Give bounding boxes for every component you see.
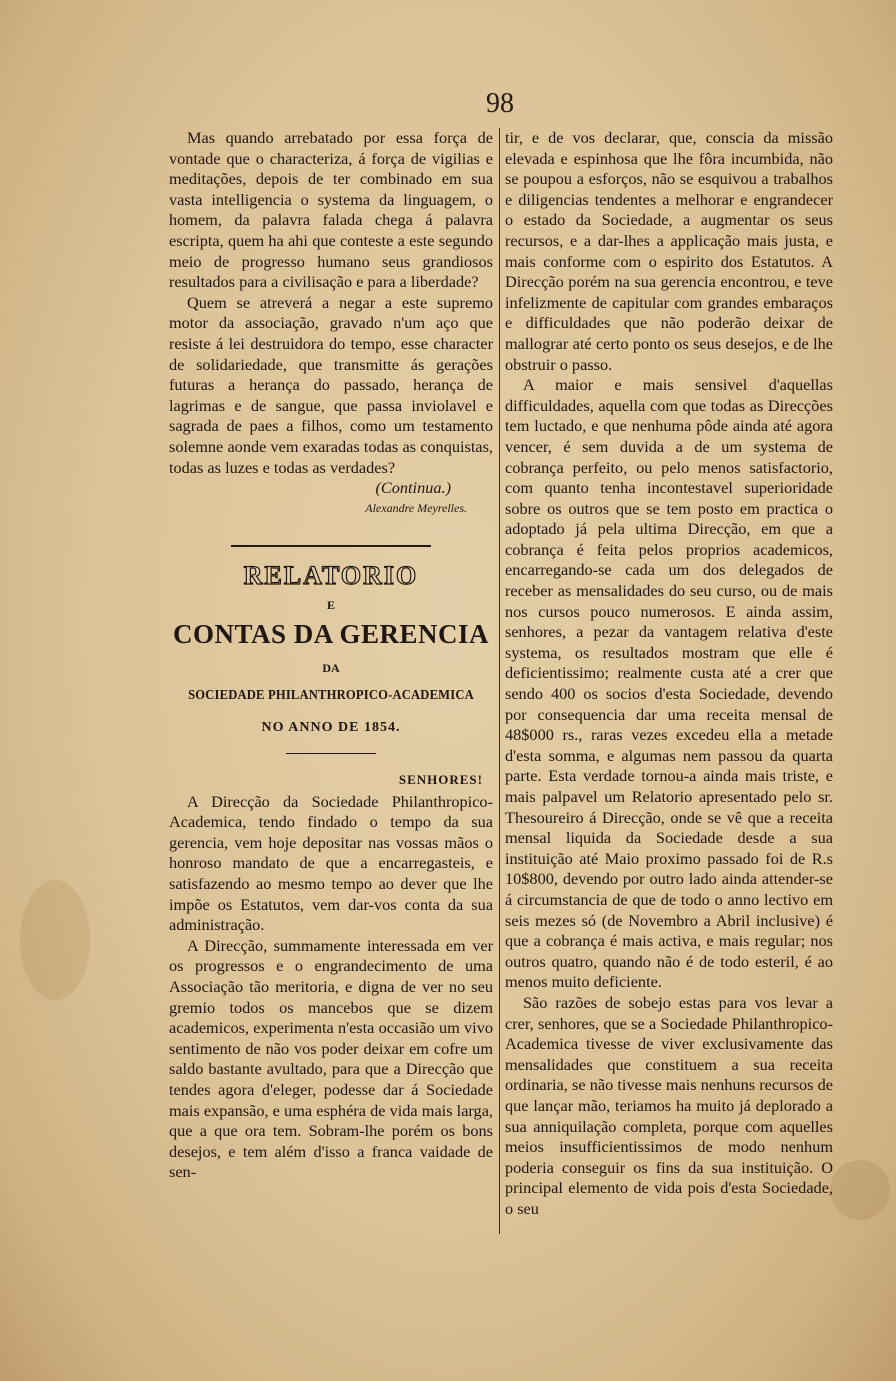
paragraph: A Direcção da Sociedade Philanthropico-Academica, tendo findado o tempo da sua gerencia, vem hoje depositar nas vossas mãos o honroso mandato de que a encarregasteis, e satisfazendo ao mesmo tempo ao dever que lhe impõe os Estatutos, vem dar-vos conta da sua administração. <box>169 791 493 935</box>
page-number: 98 <box>486 88 514 119</box>
paragraph: Quem se atreverá a negar a este supremo motor da associação, gravado n'um aço que resiste á lei destruidora do tempo, esse character de solidariedade, que transmitte ás gerações futuras a herança do passado, herança de lagrimas e de sangue, que passa inviolavel e sagrada de paes a filhos, como um testamento solemne aonde vem exaradas todas as conquistas, todas as luzes e todas as verdades? <box>169 292 493 477</box>
paragraph: Mas quando arrebatado por essa força de vontade que o characteriza, á força de vigilias e meditações, depois de ter combinado em sua vasta intelligencia o systema da linguagem, o homem, da palavra falada chega á palavra escripta, quem ha ahi que conteste a este segundo meio de progresso humano seus grandiosos resultados para a civilisação e para a liberdade? <box>169 128 493 292</box>
heading-da: DA <box>322 660 340 675</box>
right-column <box>505 128 833 1219</box>
heading-relatorio: RELATORIO <box>243 560 419 590</box>
left-column <box>169 128 493 1183</box>
heading-anno: NO ANNO DE 1854. <box>261 719 401 735</box>
paper-stain <box>20 880 90 1000</box>
salutation: SENHORES! <box>398 771 483 787</box>
column-divider <box>499 128 500 1234</box>
heading-contas: CONTAS DA GERENCIA <box>172 618 490 649</box>
heading-sociedade: SOCIEDADE PHILANTHROPICO-ACADEMICA <box>188 687 474 703</box>
short-rule <box>286 753 376 754</box>
paragraph: São razões de sobejo estas para vos levar a crer, senhores, que se a Sociedade Philanthropico-Academica tivesse de viver exclusivamente das mensalidades que constituem a sua receita ordinaria, se não tivesse mais nenhuns recursos de que lançar mão, teriamos ha muito já deplorado a sua anniquilação completa, porque com aquelles meios insufficientissimos de modo nenhum poderia conseguir os fins da sua instituição. O principal elemento de vida pois d'esta Sociedade, o seu <box>505 992 833 1218</box>
paragraph: A Direcção, summamente interessada em ver os progressos e o engrandecimento de uma Associação tão meritoria, e digna de ver no seu gremio todos os mancebos que se dizem academicos, experimenta n'esta occasião um vivo sentimento de não vos poder deixar em cofre um saldo bastante avultado, para que a Direcção que tendes agora d'eleger, podesse dar á Sociedade mais expansão, e uma esphéra de vida mais larga, que a que ora tem. Sobram-lhe porém os bons desejos, e tem além d'isso a franca vaidade de sen- <box>169 935 493 1182</box>
section-rule <box>231 545 431 547</box>
paragraph: A maior e mais sensivel d'aquellas difficuldades, aquella com que todas as Direcções tem luctado, e que nenhuma pôde ainda até agora vencer, é sem duvida a de um systema de cobrança perfeito, ou pelo menos satisfactorio, com quanto tenha incontestavel superioridade sobre os outros que se tem posto em practica o adoptado já pela ultima Direcção, em que a cobrança é feita pelos proprios academicos, encarregando-se cada um dos delegados de receber as mensalidades do seu curso, ou de mais nos cursos pouco numerosos. E ainda assim, senhores, a pezar da vantagem relativa d'este systema, os resultados mostram que elle é deficientissimo; realmente custa até a crer que sendo 400 os socios d'esta Sociedade, devendo por consequencia dar uma receita mensal de 48$000 rs., raras vezes excedeu ella a metade d'esta somma, e algumas nem passou da quarta parte. Esta verdade tornou-a ainda mais triste, e mais palpavel um Relatorio apresentado pelo sr. Thesoureiro á Direcção, onde se vê que a receita mensal liquida da Sociedade desde a sua instituição até Maio proximo passado foi de R.s 10$800, devendo por outro lado ainda attender-se á circumstancia de que de todo o anno lectivo em seis mezes só (de Novembro a Abril inclusive) é que a cobrança é mais activa, e mais regular; nos outros quatro, quando não é de todo esteril, é ao menos muito deficiente. <box>505 375 833 992</box>
paragraph: tir, e de vos declarar, que, conscia da missão elevada e espinhosa que lhe fôra incumbida, não se poupou a esforços, não se esquivou a trabalhos e diligencias tendentes a melhorar e engrandecer o estado da Sociedade, a augmentar os seus recursos, e a dar-lhes a applicação mais justa, e mais conforme com o espirito dos Estatutos. A Direcção porém na sua gerencia encontrou, e teve infelizmente de capitular com grandes embaraços e difficuldades que não poderão deixar de mallograr até certo ponto os seus desejos, e de lhe obstruir o passo. <box>505 128 833 374</box>
continua-note: (Continua.) <box>375 478 451 498</box>
heading-e: E <box>326 597 335 612</box>
paper-stain <box>830 1160 890 1220</box>
author-signature: Alexandre Meyrelles. <box>365 500 467 515</box>
